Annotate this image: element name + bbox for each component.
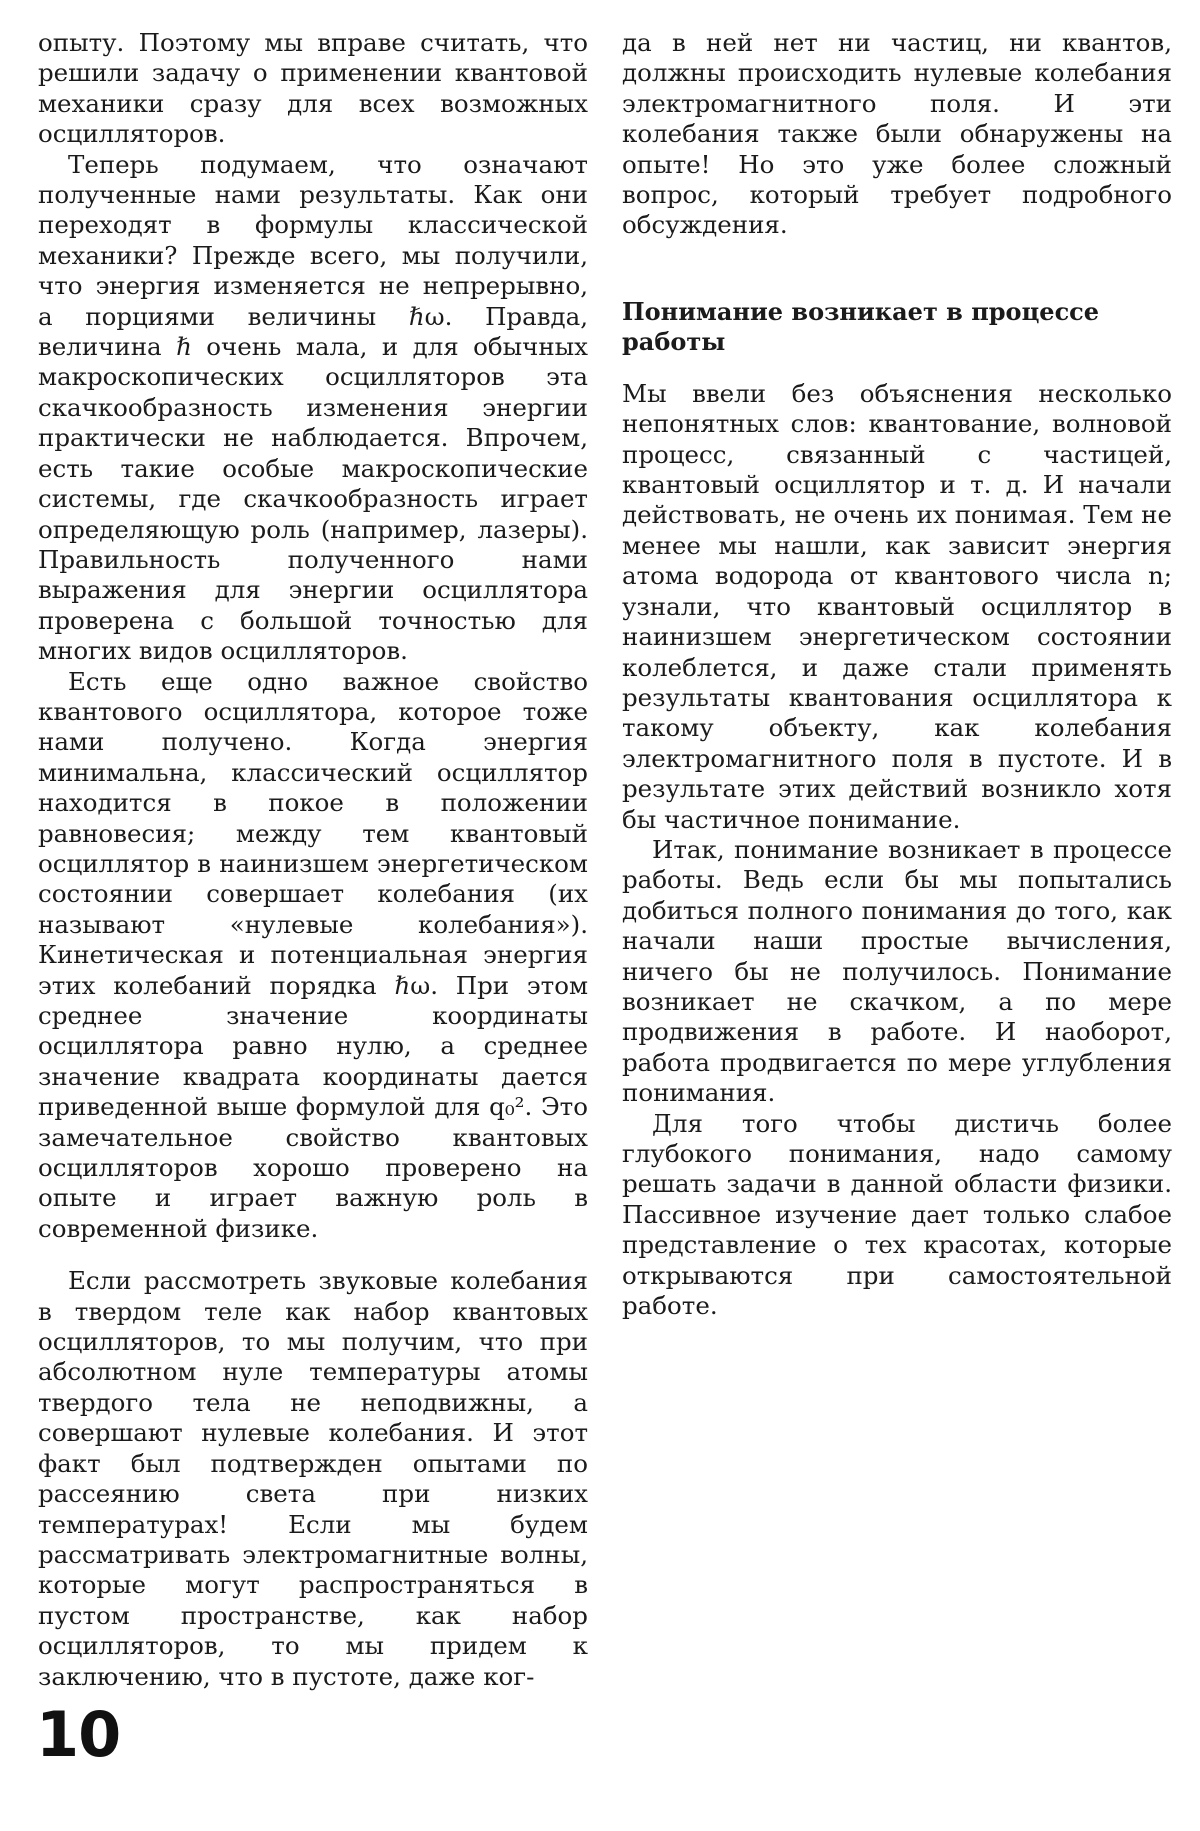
paragraph: опыту. Поэтому мы вправе считать, что решили задачу о применении квантовой механики сразу для всех возможных осцилляторов. <box>38 28 588 149</box>
paragraph: Итак, понимание возникает в процессе работы. Ведь если бы мы попытались добиться полного понимания до того, как начали наши простые вычисления, ничего бы не получилось. Понимание возникает не скачком, а по мере продвижения в работе. И наоборот, работа продвигается по мере углубления понимания. <box>622 834 1172 1108</box>
paragraph: Есть еще одно важное свойство квантового осциллятора, которое тоже нами получено. Когда энергия минимальна, классический осциллятор находится в покое в положении равновесия; между тем квантовый осциллятор в наинизшем энергетическом состоянии совершает колебания (их называют «нулевые колебания»). Кинетическая и потенциальная энергия этих колебаний порядка ℏω. При этом среднее значение координаты осциллятора равно нулю, а среднее значение квадрата координаты дается приведенной выше формулой для q₀². Это замечательное свойство квантовых осцилляторов хорошо проверено на опыте и играет важную роль в современной физике. <box>38 666 588 1243</box>
right-column <box>622 28 1172 1321</box>
section-heading: Понимание возникает в процессе работы <box>622 296 1100 356</box>
left-column <box>38 28 588 1692</box>
paragraph: Если рассмотреть звуковые колебания в твердом теле как набор квантовых осцилляторов, то мы получим, что при абсолютном нуле температуры атомы твердого тела не неподвижны, а совершают нулевые колебания. И этот факт был подтвержден опытами по рассеянию света при низких температурах! Если мы будем рассматривать электромагнитные волны, которые могут распространяться в пустом пространстве, как набор осцилляторов, то мы придем к заключению, что в пустоте, даже ког- <box>38 1266 588 1691</box>
paragraph: Теперь подумаем, что означают полученные нами результаты. Как они переходят в формулы классической механики? Прежде всего, мы получили, что энергия изменяется не непрерывно, а порциями величины ℏω. Правда, величина ℏ очень мала, и для обычных макроскопических осцилляторов эта скачкообразность изменения энергии практически не наблюдается. Впрочем, есть такие особые макроскопические системы, где скачкообразность играет определяющую роль (например, лазеры). Правильность полученного нами выражения для энергии осциллятора проверена с большой точностью для многих видов осцилляторов. <box>38 149 588 666</box>
paragraph: Для того чтобы дистичь более глубокого понимания, надо самому решать задачи в данной области физики. Пассивное изучение дает только слабое представление о тех красотах, которые открываются при самостоятельной работе. <box>622 1108 1172 1321</box>
paragraph: да в ней нет ни частиц, ни квантов, должны происходить нулевые колебания электромагнитного поля. И эти колебания также были обнаружены на опыте! Но это уже более сложный вопрос, который требует подробного обсуждения. <box>622 28 1172 240</box>
page-number: 10 <box>36 1698 121 1771</box>
paragraph: Мы ввели без объяснения несколько непонятных слов: квантование, волновой процесс, связанный с частицей, квантовый осциллятор и т. д. И начали действовать, не очень их понимая. Тем не менее мы нашли, как зависит энергия атома водорода от квантового числа n; узнали, что квантовый осциллятор в наинизшем энергетическом состоянии колеблется, и даже стали применять результаты квантования осциллятора к такому объекту, как колебания электромагнитного поля в пустоте. И в результате этих действий возникло хотя бы частичное понимание. <box>622 378 1172 834</box>
